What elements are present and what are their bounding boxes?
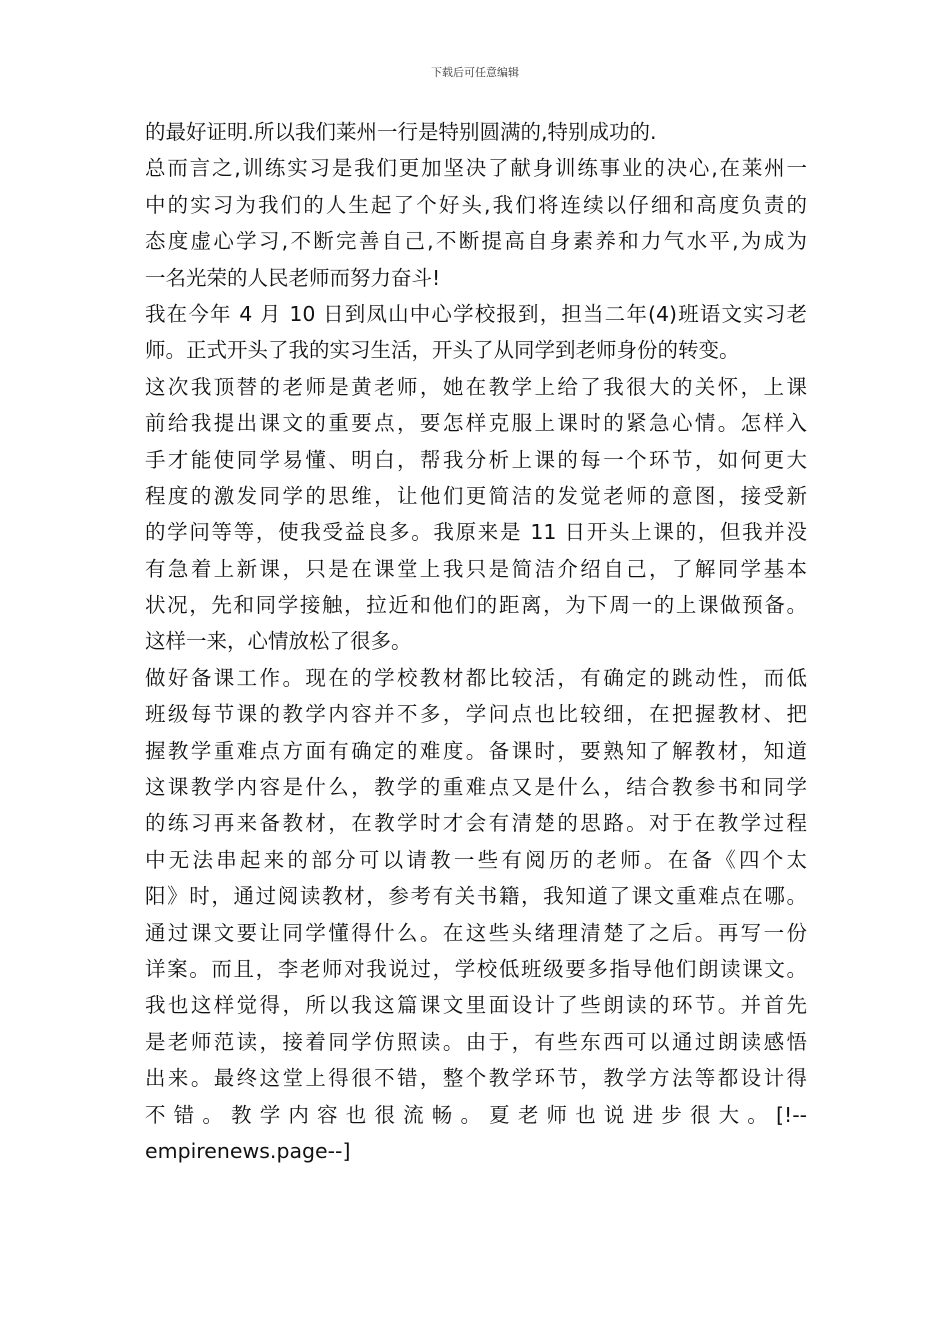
text-line: 做好备课工作。现在的学校教材都比较活，有确定的跳动性，而低 <box>145 665 807 690</box>
text-line: 我在今年 4 月 10 日到凤山中心学校报到，担当二年(4)班语文实习老 <box>145 301 807 326</box>
text-line: 有急着上新课，只是在课堂上我只是简洁介绍自己，了解同学基本 <box>145 556 807 581</box>
text-line: empirenews.page--] <box>145 1138 351 1163</box>
text-line: 的练习再来备教材，在教学时才会有清楚的思路。对于在教学过程 <box>145 811 807 836</box>
text-line: 是老师范读，接着同学仿照读。由于，有些东西可以通过朗读感悟 <box>145 1029 807 1054</box>
text-line: 出来。最终这堂上得很不错，整个教学环节，教学方法等都设计得 <box>145 1066 807 1091</box>
text-line: 程度的激发同学的思维，让他们更简洁的发觉老师的意图，接受新 <box>145 483 807 508</box>
text-line: 前给我提出课文的重要点，要怎样克服上课时的紧急心情。怎样入 <box>145 411 807 436</box>
text-line: 的最好证明.所以我们莱州一行是特别圆满的,特别成功的. <box>145 120 657 144</box>
page-header: 下载后可任意编辑 <box>431 66 519 79</box>
text-line: 手才能使同学易懂、明白，帮我分析上课的每一个环节，如何更大 <box>145 447 807 472</box>
text-line: 班级每节课的教学内容并不多，学问点也比较细，在把握教材、把 <box>145 702 807 727</box>
text-line: 这次我顶替的老师是黄老师，她在教学上给了我很大的关怀，上课 <box>145 374 807 399</box>
text-line: 这样一来，心情放松了很多。 <box>145 629 412 654</box>
text-line: 态度虚心学习,不断完善自己,不断提高自身素养和力气水平,为成为 <box>145 229 807 254</box>
text-line: 中无法串起来的部分可以请教一些有阅历的老师。在备《四个太 <box>145 847 807 872</box>
text-line: 的学问等等，使我受益良多。我原来是 11 日开头上课的，但我并没 <box>145 520 807 545</box>
text-line: 师。正式开头了我的实习生活，开头了从同学到老师身份的转变。 <box>145 338 740 363</box>
document-body <box>145 114 807 1169</box>
text-line: 不 错 。 教 学 内 容 也 很 流 畅 。 夏 老 师 也 说 进 步 很 大 。 [!-- <box>145 1102 807 1127</box>
text-line: 一名光荣的人民老师而努力奋斗! <box>145 265 441 290</box>
text-line: 这课教学内容是什么，教学的重难点又是什么，结合教参书和同学 <box>145 775 807 800</box>
text-line: 中的实习为我们的人生起了个好头,我们将连续以仔细和高度负责的 <box>145 192 807 217</box>
text-line: 详案。而且，李老师对我说过，学校低班级要多指导他们朗读课文。 <box>145 956 807 981</box>
text-line: 握教学重难点方面有确定的难度。备课时，要熟知了解教材，知道 <box>145 738 807 763</box>
text-line: 通过课文要让同学懂得什么。在这些头绪理清楚了之后。再写一份 <box>145 920 807 945</box>
text-line: 我也这样觉得，所以我这篇课文里面设计了些朗读的环节。并首先 <box>145 993 807 1018</box>
text-line: 总而言之,训练实习是我们更加坚决了献身训练事业的决心,在莱州一 <box>145 156 807 181</box>
text-line: 阳》时，通过阅读教材，参考有关书籍，我知道了课文重难点在哪。 <box>145 884 807 909</box>
text-line: 状况，先和同学接触，拉近和他们的距离，为下周一的上课做预备。 <box>145 593 807 618</box>
